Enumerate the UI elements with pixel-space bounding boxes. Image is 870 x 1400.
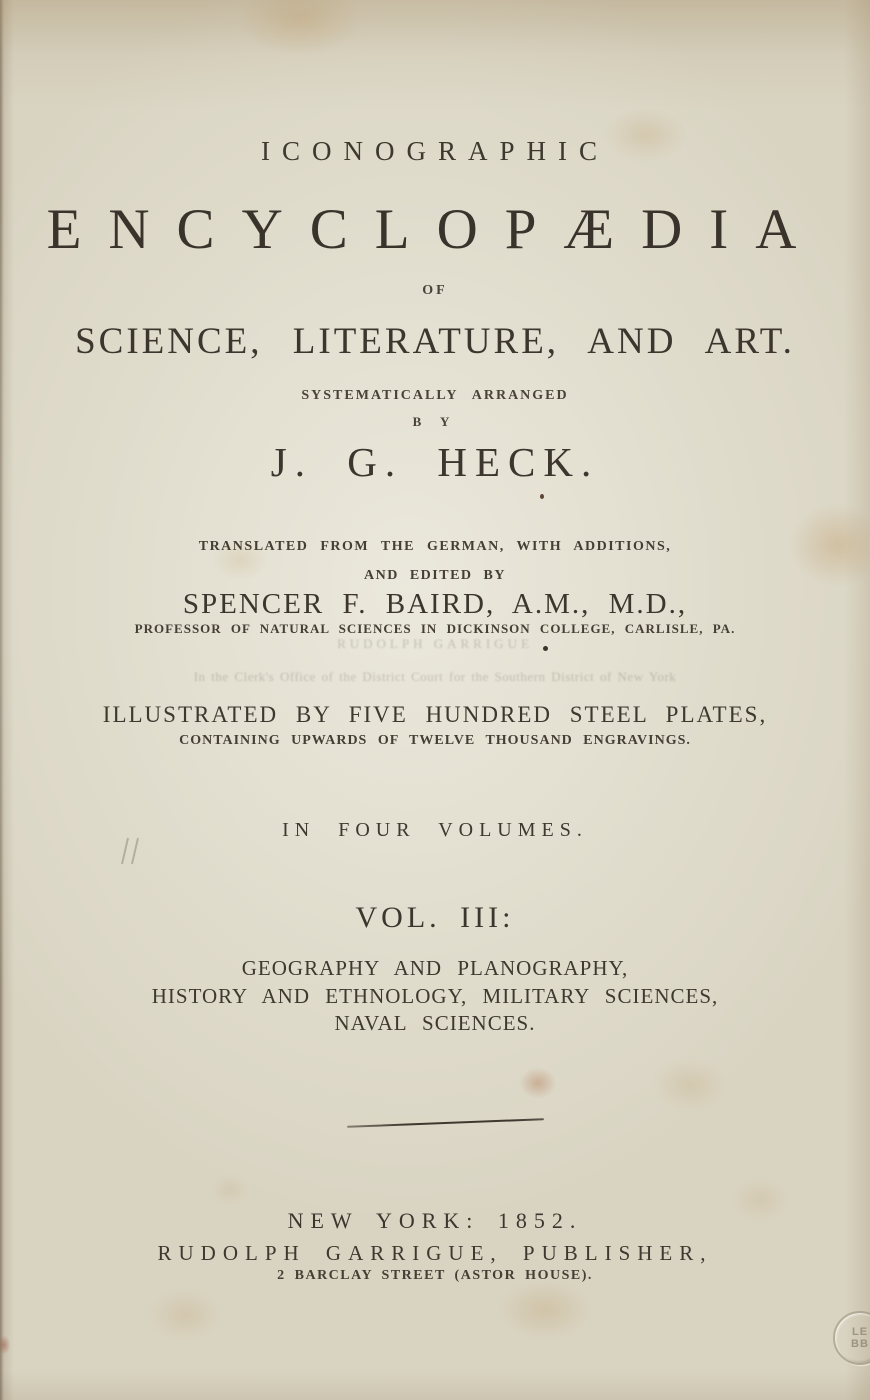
imprint-city-year: NEW YORK: 1852. [287,1208,583,1233]
imprint-publisher: RUDOLPH GARRIGUE, PUBLISHER, [157,1241,713,1265]
imprint-address: 2 BARCLAY STREET (ASTOR HOUSE). [277,1268,593,1283]
main-title: ENCYCLOPÆDIA [46,198,824,261]
stamp-text: BB [851,1338,869,1350]
author-name: J. G. HECK. [270,439,600,485]
editor-title: PROFESSOR OF NATURAL SCIENCES IN DICKINSON COLLEGE, CARLISLE, PA. [134,621,736,636]
stamp-text: LE [851,1326,869,1338]
of-word: OF [422,283,448,298]
edited-line: AND EDITED BY [364,568,506,583]
engravings-line: CONTAINING UPWARDS OF TWELVE THOUSAND ENGRAVINGS. [179,733,691,748]
series-title: ICONOGRAPHIC [260,136,610,166]
by-word: B Y [412,414,458,429]
bleed-through-line: In the Clerk's Office of the District Court for the Southern District of New York [193,669,677,684]
illustrated-line: ILLUSTRATED BY FIVE HUNDRED STEEL PLATES, [102,702,768,727]
contents-line: GEOGRAPHY AND PLANOGRAPHY, [241,956,629,980]
contents-line: HISTORY AND ETHNOLOGY, MILITARY SCIENCES, [151,984,719,1008]
subtitle: SCIENCE, LITERATURE, AND ART. [75,321,795,362]
embossed-library-stamp [833,1311,870,1365]
translated-line: TRANSLATED FROM THE GERMAN, WITH ADDITIONS, [198,539,672,554]
divider-rule [347,1118,544,1128]
bleed-through-line: RUDOLPH GARRIGUE [337,636,533,651]
ink-spot [543,646,548,651]
volumes-line: IN FOUR VOLUMES. [282,819,588,841]
arranged-line: SYSTEMATICALLY ARRANGED [301,388,569,403]
contents-line: NAVAL SCIENCES. [334,1011,536,1035]
editor-name: SPENCER F. BAIRD, A.M., M.D., [182,588,688,620]
ink-spot [540,494,544,499]
volume-number: VOL. III: [355,901,515,934]
